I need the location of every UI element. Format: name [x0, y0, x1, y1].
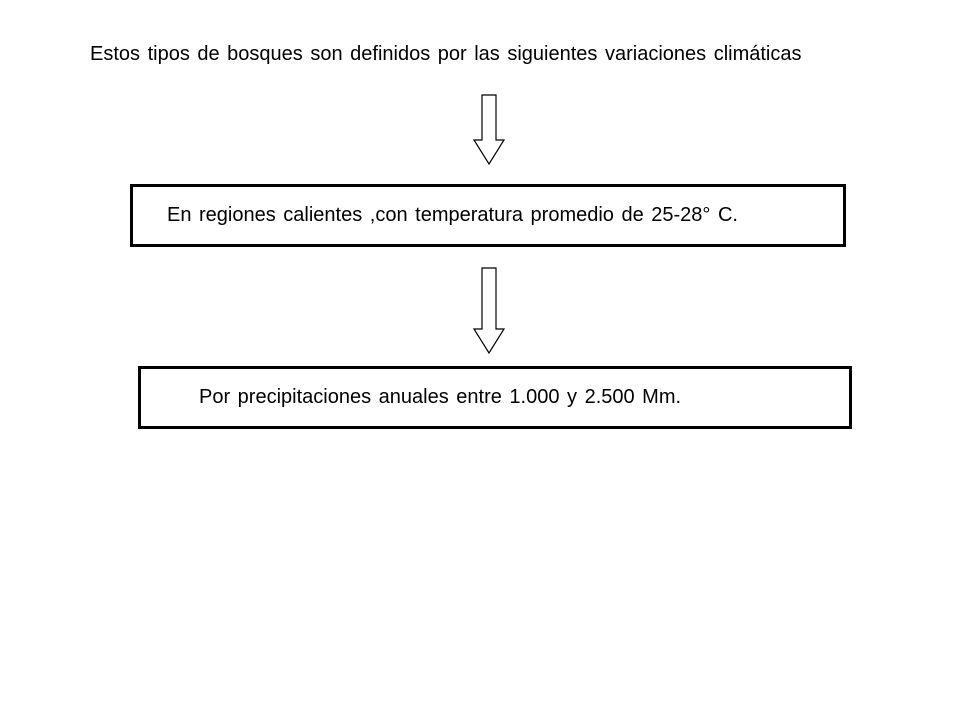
down-arrow-icon [472, 267, 506, 355]
down-arrow-icon [472, 94, 506, 166]
diagram-heading: Estos tipos de bosques son definidos por las siguientes variaciones climáticas [90, 43, 802, 65]
down-arrow-shape [474, 95, 504, 164]
condition-text-precipitation: Por precipitaciones anuales entre 1.000 y 2.500 Mm. [199, 386, 682, 408]
condition-box-precipitation [138, 366, 852, 429]
down-arrow-shape [474, 268, 504, 353]
condition-box-temperature [130, 184, 846, 247]
condition-text-temperature: En regiones calientes ,con temperatura promedio de 25-28° C. [167, 204, 738, 226]
